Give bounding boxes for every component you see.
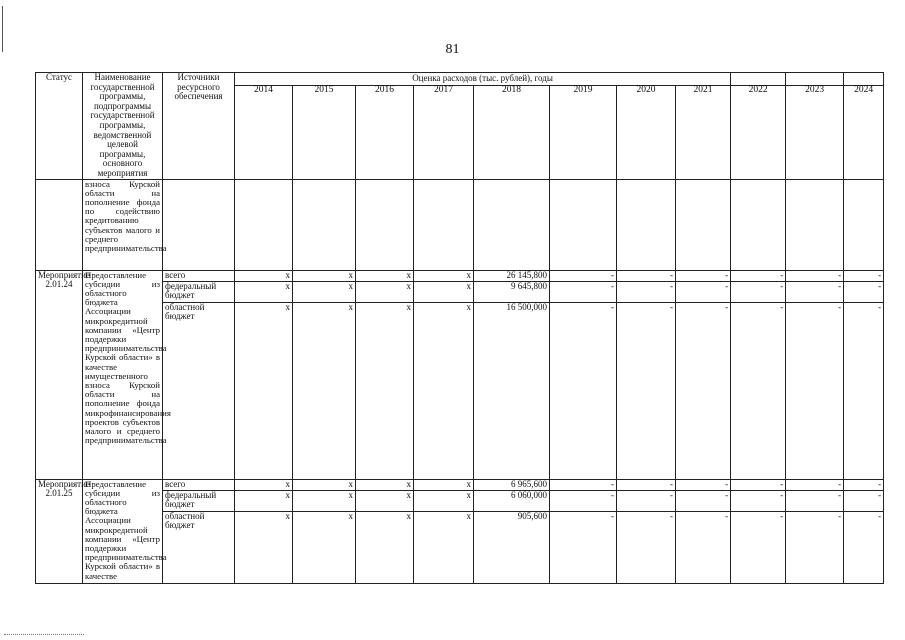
funding-source: всего	[163, 479, 235, 490]
value-cell: -	[676, 270, 731, 281]
value-cell: х	[356, 490, 414, 511]
header-name: Наименование государственной программы, подпрограммы государственной программы, ведомственной целевой программы, основного мероприятия	[83, 73, 163, 180]
value-cell: -	[786, 479, 844, 490]
header-status: Статус	[36, 73, 83, 180]
value-cell: -	[676, 281, 731, 302]
event-name: Предоставление субсидии из областного бюджета Ассоциации микрокредитной компании «Центр поддержки предпринимательства Курской области» в качестве	[83, 479, 163, 583]
value-cell: 26 145,800	[474, 270, 550, 281]
value-cell: -	[676, 490, 731, 511]
table-row	[36, 490, 884, 511]
table-row	[36, 302, 884, 479]
year-header: 2019	[550, 86, 617, 179]
value-cell: -	[786, 490, 844, 511]
funding-source: федеральный бюджет	[163, 490, 235, 511]
value-cell: х	[235, 479, 293, 490]
event-name: Предоставление субсидии из областного бюджета Ассоциации микрокредитной компании «Центр поддержки предпринимательства Курской области» в качестве имущественного взноса Курской области на пополнение фонда микрофинансирования проектов субъектов малого и среднего предпринимательства	[83, 270, 163, 479]
event-status: Мероприятие 2.01.24	[36, 270, 83, 479]
year-header: 2014	[235, 86, 293, 179]
value-cell: -	[844, 302, 884, 479]
table-row	[36, 281, 884, 302]
value-cell: х	[414, 302, 474, 479]
header-blank	[731, 73, 786, 86]
value-cell: -	[550, 490, 617, 511]
value-cell: х	[235, 302, 293, 479]
value-cell: -	[844, 479, 884, 490]
table-row	[36, 511, 884, 583]
funding-source: всего	[163, 270, 235, 281]
value-cell: 905,600	[474, 511, 550, 583]
value-cell: х	[235, 490, 293, 511]
value-cell: -	[786, 302, 844, 479]
value-cell: -	[844, 270, 884, 281]
value-cell: х	[293, 281, 356, 302]
empty-cell	[36, 179, 83, 270]
value-cell: -	[550, 270, 617, 281]
header-blank	[844, 73, 884, 86]
year-header: 2023	[786, 86, 844, 179]
value-cell: х	[414, 281, 474, 302]
value-cell: -	[786, 270, 844, 281]
value-cell: х	[235, 511, 293, 583]
value-cell: -	[786, 511, 844, 583]
value-cell: х	[356, 479, 414, 490]
value-cell: х	[293, 490, 356, 511]
value-cell: х	[356, 281, 414, 302]
value-cell: х	[414, 479, 474, 490]
year-header: 2018	[474, 86, 550, 179]
funding-source: областной бюджет	[163, 511, 235, 583]
value-cell: 16 500,000	[474, 302, 550, 479]
table-row	[36, 270, 884, 281]
value-cell: х	[356, 511, 414, 583]
value-cell: -	[786, 281, 844, 302]
value-cell: х	[293, 270, 356, 281]
event-status: Мероприятие 2.01.25	[36, 479, 83, 583]
value-cell: х	[293, 511, 356, 583]
year-header: 2015	[293, 86, 356, 179]
budget-table	[35, 72, 884, 584]
year-header: 2016	[356, 86, 414, 179]
funding-source: федеральный бюджет	[163, 281, 235, 302]
value-cell: х	[356, 270, 414, 281]
table-row	[36, 479, 884, 490]
continuation-text: взноса Курской области на пополнение фонда по содействию кредитованию субъектов малого и среднего предпринимательства	[83, 179, 163, 270]
value-cell: -	[676, 511, 731, 583]
value-cell: -	[617, 302, 676, 479]
value-cell: х	[414, 270, 474, 281]
value-cell: -	[617, 490, 676, 511]
value-cell: х	[356, 302, 414, 479]
value-cell: х	[414, 490, 474, 511]
year-header: 2020	[617, 86, 676, 179]
value-cell: -	[731, 302, 786, 479]
empty-cell	[163, 179, 235, 270]
header-blank	[786, 73, 844, 86]
value-cell: -	[676, 302, 731, 479]
value-cell: -	[676, 479, 731, 490]
value-cell: -	[731, 281, 786, 302]
value-cell: -	[617, 270, 676, 281]
year-header: 2022	[731, 86, 786, 179]
value-cell: -	[617, 281, 676, 302]
header-estimate: Оценка расходов (тыс. рублей), годы	[235, 73, 731, 86]
value-cell: х	[293, 479, 356, 490]
value-cell: -	[844, 511, 884, 583]
page-number: 81	[445, 42, 460, 57]
value-cell: х	[293, 302, 356, 479]
value-cell: -	[731, 490, 786, 511]
funding-source: областной бюджет	[163, 302, 235, 479]
continuation-row	[36, 179, 884, 270]
header-row	[36, 73, 884, 86]
value-cell: -	[550, 281, 617, 302]
value-cell: х	[414, 511, 474, 583]
year-header: 2017	[414, 86, 474, 179]
year-header: 2021	[676, 86, 731, 179]
value-cell: -	[731, 479, 786, 490]
value-cell: -	[550, 302, 617, 479]
header-sources: Источники ресурсного обеспечения	[163, 73, 235, 180]
value-cell: 9 645,800	[474, 281, 550, 302]
value-cell: х	[235, 281, 293, 302]
value-cell: -	[550, 479, 617, 490]
value-cell: х	[235, 270, 293, 281]
value-cell: -	[550, 511, 617, 583]
value-cell: -	[617, 479, 676, 490]
value-cell: 6 060,000	[474, 490, 550, 511]
year-header: 2024	[844, 86, 884, 179]
bottom-margin-mark	[4, 634, 84, 637]
value-cell: -	[731, 511, 786, 583]
value-cell: -	[731, 270, 786, 281]
value-cell: 6 965,600	[474, 479, 550, 490]
value-cell: -	[617, 511, 676, 583]
value-cell: -	[844, 490, 884, 511]
value-cell: -	[844, 281, 884, 302]
